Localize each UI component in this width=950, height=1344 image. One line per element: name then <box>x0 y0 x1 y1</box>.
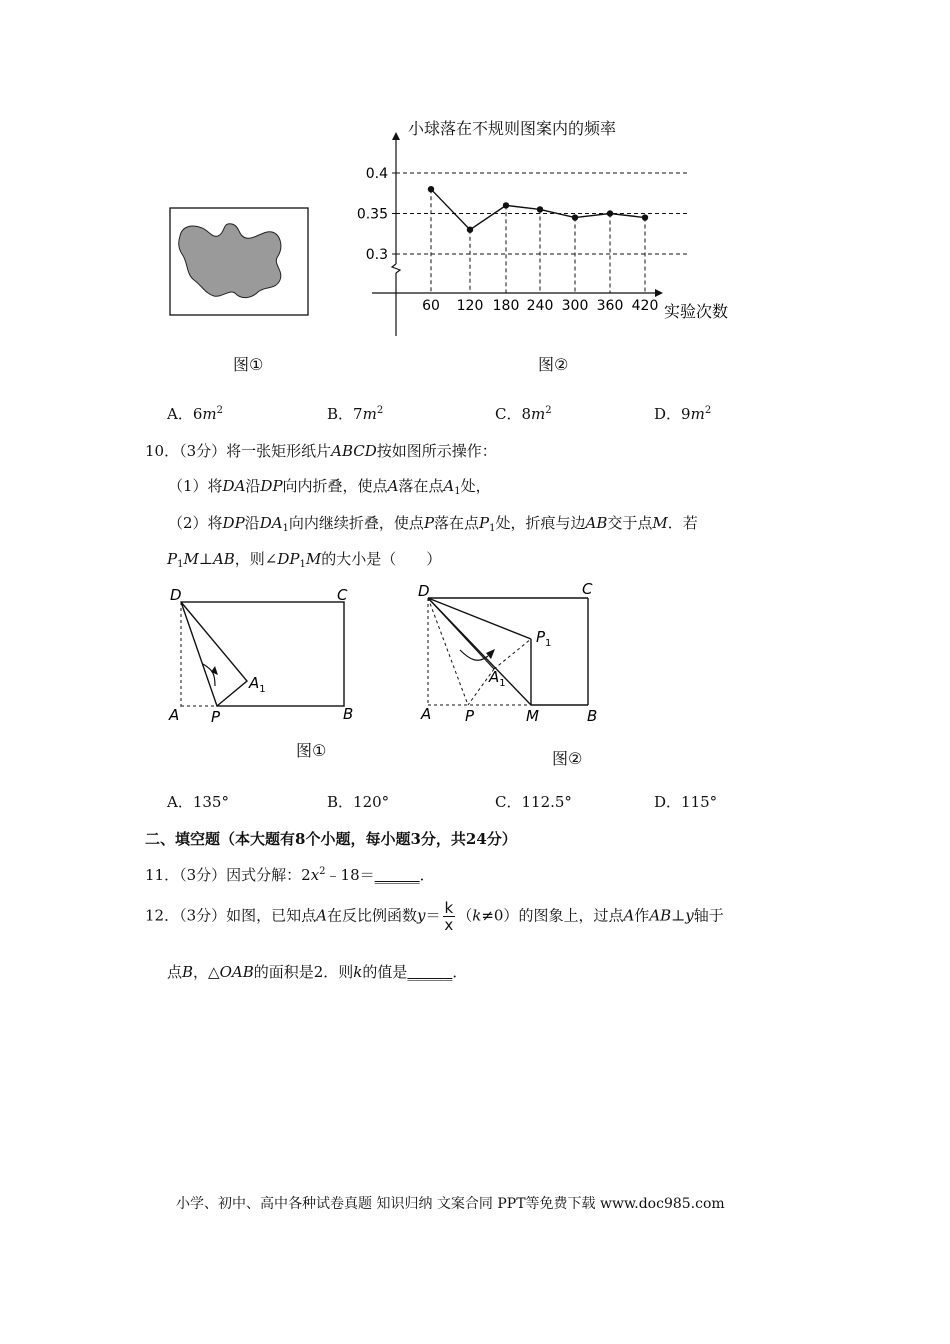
x-tick-label: 420 <box>631 298 659 314</box>
label-m: M <box>526 707 539 725</box>
q9-fig2-caption: 图② <box>538 355 569 374</box>
label-d: D <box>170 586 182 604</box>
label-d: D <box>418 582 430 600</box>
q10-step2: （2）将DP沿$DA_1$向内继续折叠，使点P落在点$P_1$处，折痕与边AB交于点M．若 <box>168 514 698 534</box>
data-point <box>537 206 543 212</box>
label-b: B <box>587 707 598 725</box>
label-c: C <box>337 586 348 604</box>
label-a1: $A_1$ <box>249 674 266 695</box>
label-b: B <box>343 705 354 723</box>
q12-answer-blank[interactable]: ______ <box>407 963 453 981</box>
footer-text: 小学、初中、高中各种试卷真题 知识归纳 文案合同 PPT等免费下载 www.doc985.com <box>176 1196 725 1212</box>
q10-fig2-caption: 图② <box>552 749 583 768</box>
q10-option-d[interactable]: D．115° <box>654 793 718 811</box>
y-axis-arrow <box>392 132 400 140</box>
q11: 11．（3分）因式分解：$2x^2﹣18=\_\_\_\_\_\_$． <box>145 866 435 884</box>
q10-option-c[interactable]: C．112.5° <box>495 793 572 811</box>
q10-option-b[interactable]: B．120° <box>327 793 390 811</box>
q9-option-a[interactable]: A．$6m^2$ <box>167 405 223 423</box>
label-c: C <box>582 580 593 598</box>
data-point <box>503 202 509 208</box>
q10-step1: （1）将DA沿DP向内折叠，使点A落在点$A_1$处， <box>168 477 491 497</box>
y-axis-break <box>392 264 400 273</box>
x-tick-label: 60 <box>422 298 440 314</box>
y-tick-label: 0.4 <box>365 166 388 182</box>
q9-figure1 <box>168 206 312 318</box>
data-point <box>642 214 648 220</box>
label-p: P <box>465 707 475 725</box>
x-axis-label: 实验次数 <box>664 302 729 321</box>
data-point <box>572 214 578 220</box>
section-title: 二、填空题（本大题有8个小题，每小题3分，共24分） <box>145 830 517 848</box>
data-point <box>467 227 473 233</box>
label-a: A <box>169 706 180 724</box>
q12-line2: 点B，△OAB的面积是2．则k的值是______． <box>167 963 468 981</box>
x-tick-label: 360 <box>596 298 624 314</box>
x-tick-label: 180 <box>492 298 520 314</box>
x-tick-label: 120 <box>456 298 484 314</box>
label-a1: $A_1$ <box>489 668 506 689</box>
q9-line-chart <box>355 130 745 340</box>
q11-answer-blank[interactable]: ______ <box>374 866 420 884</box>
label-p: P <box>211 708 221 726</box>
q12-line1: 12．（3分）如图，已知点A在反比例函数y＝ $\frac{k}{x}$ （k≠0）的图象上，过点A作AB⊥y轴于 <box>145 899 724 934</box>
q10-stem: 10．（3分）将一张矩形纸片ABCD按如图所示操作： <box>145 442 497 460</box>
q9-option-c[interactable]: C．$8m^2$ <box>495 405 552 423</box>
q10-step2-line2: $P_1M\perp AB$，则$\angle DP_1M$的大小是（ ） <box>167 550 442 570</box>
y-tick-label: 0.3 <box>365 247 388 263</box>
q10-option-a[interactable]: A．135° <box>167 793 229 811</box>
q9-option-b[interactable]: B．$7m^2$ <box>327 405 384 423</box>
y-tick-label: 0.35 <box>356 206 388 223</box>
data-point <box>607 210 613 216</box>
q10-figure1 <box>165 582 365 732</box>
label-p1: $P_1$ <box>536 628 552 649</box>
x-tick-label: 240 <box>526 298 554 314</box>
label-a: A <box>421 705 432 723</box>
x-tick-label: 300 <box>561 298 589 314</box>
q10-fig1-caption: 图① <box>296 741 327 760</box>
x-axis-arrow <box>655 289 663 297</box>
data-point <box>428 186 434 192</box>
chart-title: 小球落在不规则图案内的频率 <box>408 119 617 138</box>
q10-figure2 <box>412 578 612 728</box>
q9-option-d[interactable]: D．$9m^2$ <box>654 405 712 423</box>
q9-fig1-caption: 图① <box>233 355 264 374</box>
fraction-k-over-x: $\frac{k}{x}$ <box>444 899 454 934</box>
